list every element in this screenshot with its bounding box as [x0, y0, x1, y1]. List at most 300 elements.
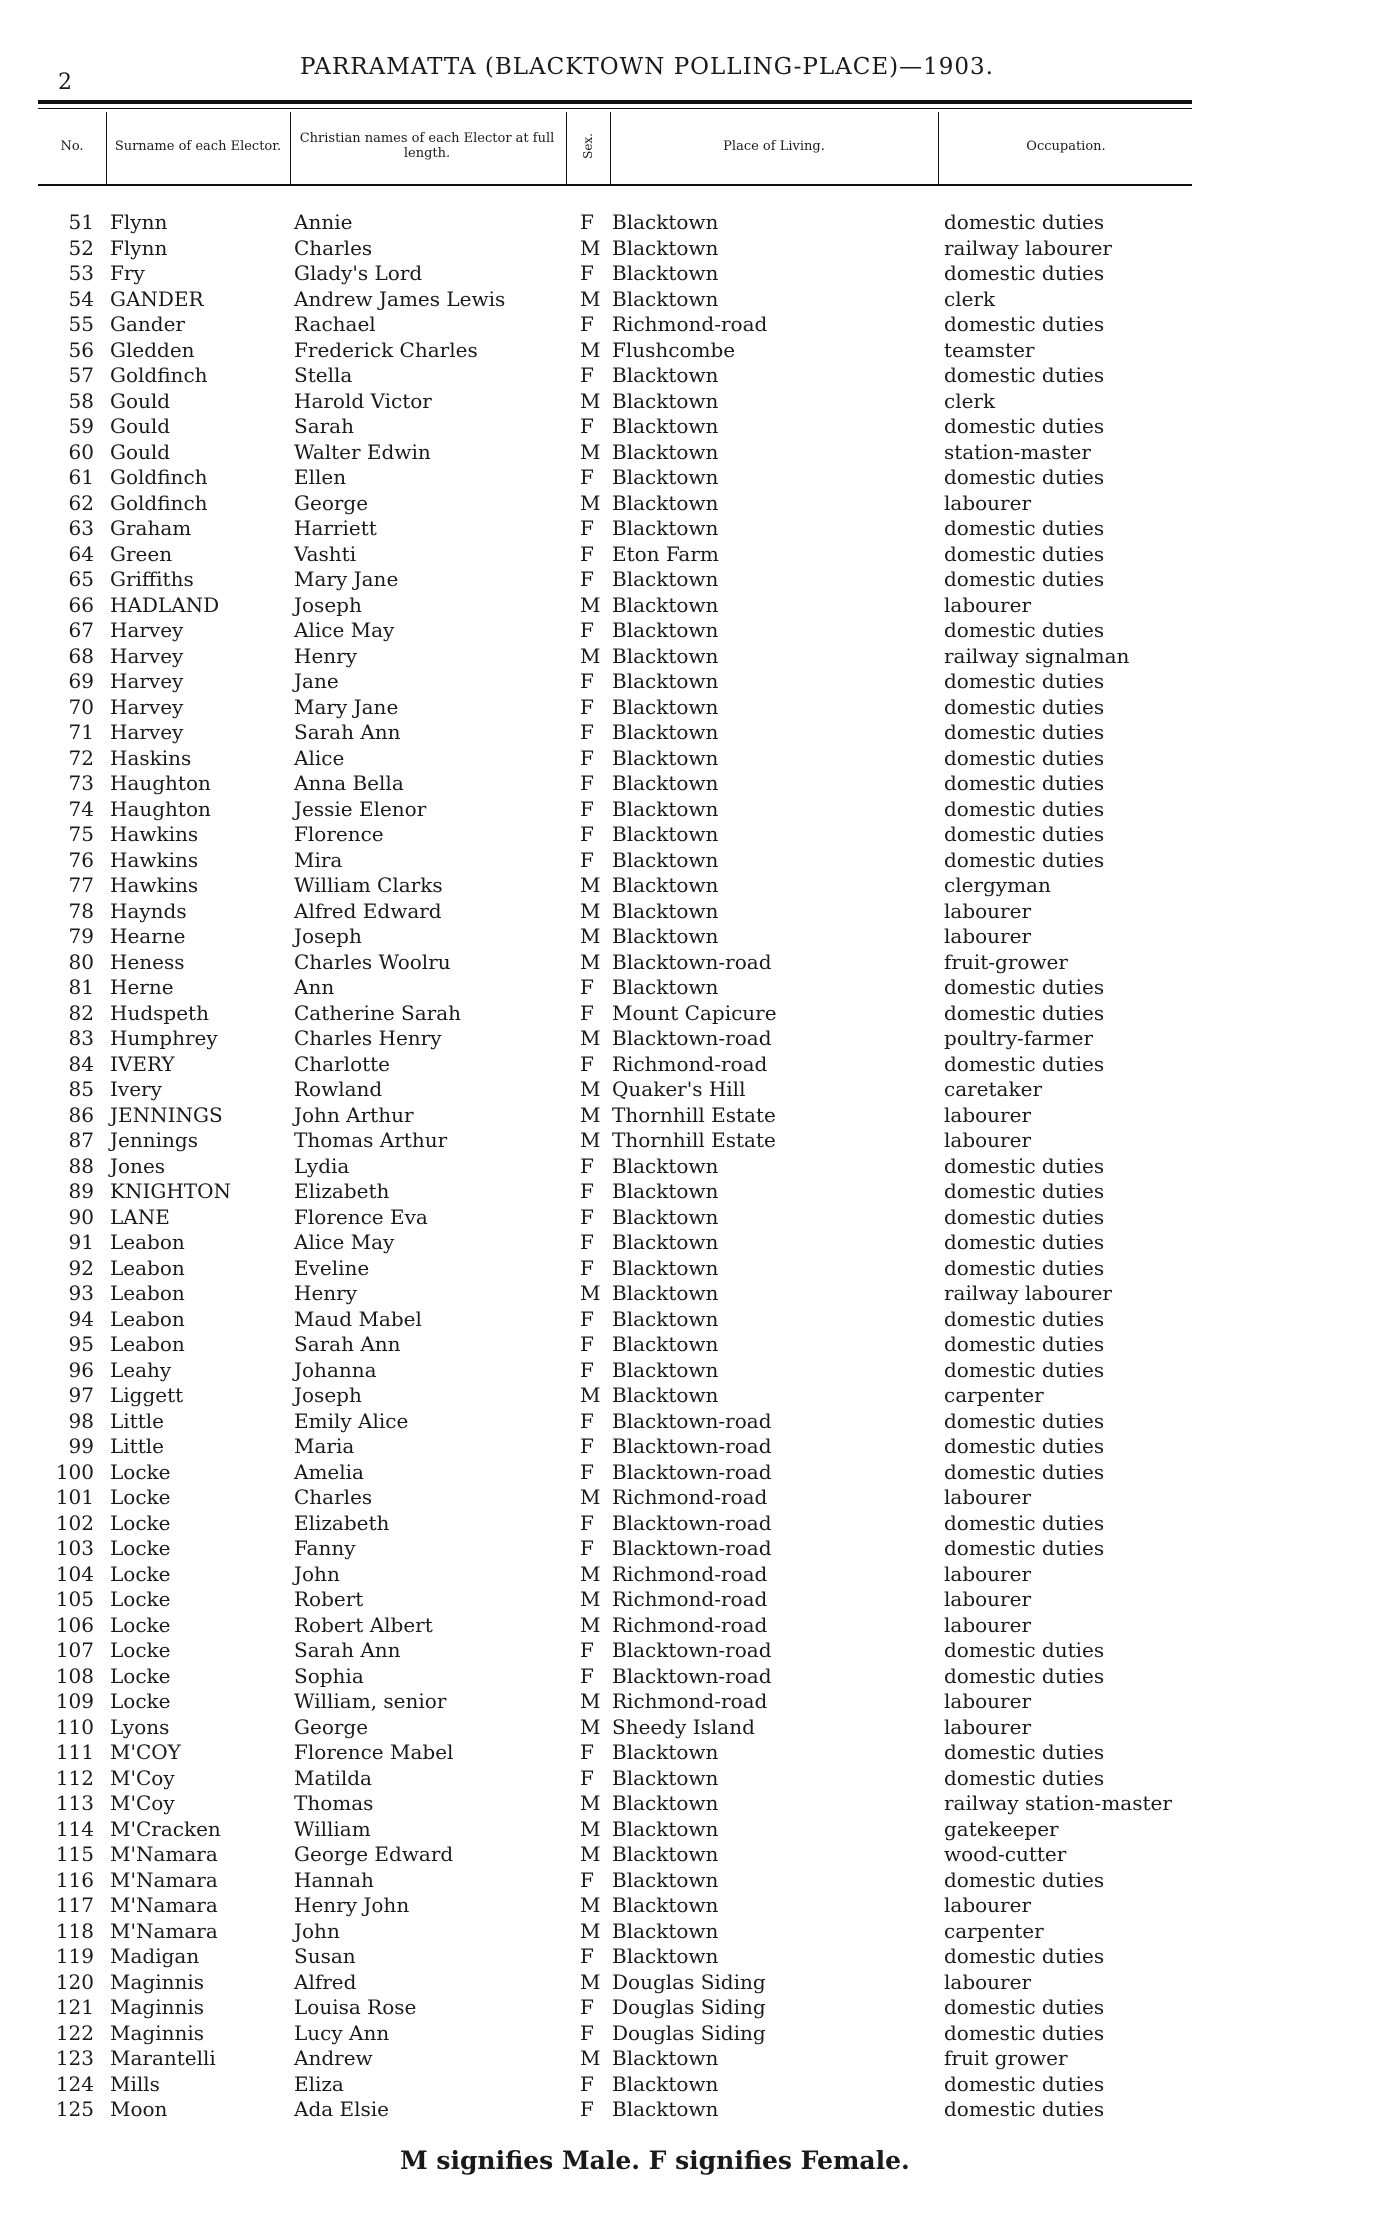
elector-occupation: labourer: [944, 1561, 1032, 1586]
elector-sex: F: [580, 363, 594, 387]
elector-christian-names: Rachael: [294, 312, 376, 336]
elector-christian-names: Eveline: [294, 1255, 370, 1280]
elector-christian-names: Walter Edwin: [294, 439, 431, 464]
elector-place: Blacktown: [612, 1765, 719, 1790]
elector-christian-names: Emily Alice: [294, 1408, 409, 1433]
elector-number: 62: [68, 490, 94, 515]
elector-occupation: railway labourer: [944, 235, 1112, 260]
elector-sex: M: [580, 949, 601, 974]
header-rule: [38, 100, 1192, 104]
elector-occupation: labourer: [944, 1485, 1032, 1509]
table-row: [0, 312, 1382, 338]
elector-surname: Maginnis: [110, 1995, 205, 2019]
table-row: [0, 1817, 1382, 1843]
sex-legend: M signifies Male. F signifies Female.: [400, 2146, 910, 2175]
elector-surname: M'Namara: [110, 1842, 218, 1866]
elector-surname: Maginnis: [110, 2020, 205, 2045]
elector-occupation: teamster: [944, 337, 1035, 362]
elector-sex: M: [580, 1485, 601, 1509]
elector-christian-names: Sarah: [294, 414, 354, 438]
elector-christian-names: Charles: [294, 1485, 373, 1509]
table-row: [0, 1689, 1382, 1715]
elector-surname: Goldfinch: [110, 490, 208, 515]
elector-sex: F: [580, 210, 594, 234]
column-header-occupation: Occupation.: [1026, 138, 1106, 154]
elector-surname: Leahy: [110, 1357, 172, 1382]
elector-place: Douglas Siding: [612, 2020, 766, 2045]
elector-occupation: domestic duties: [944, 669, 1105, 693]
elector-number: 84: [68, 1051, 94, 1076]
elector-surname: Harvey: [110, 694, 184, 719]
elector-surname: M'Namara: [110, 1867, 218, 1892]
elector-sex: F: [580, 1255, 594, 1280]
elector-surname: Haskins: [110, 745, 192, 770]
table-row: [0, 1409, 1382, 1435]
table-row: [0, 440, 1382, 466]
elector-surname: Madigan: [110, 1944, 200, 1968]
table-row: [0, 516, 1382, 542]
elector-christian-names: Harold Victor: [294, 388, 432, 413]
table-row: [0, 1638, 1382, 1664]
elector-christian-names: Florence Eva: [294, 1204, 428, 1229]
elector-surname: M'COY: [110, 1740, 181, 1764]
elector-occupation: domestic duties: [944, 312, 1105, 336]
table-row: [0, 746, 1382, 772]
elector-number: 91: [68, 1230, 94, 1254]
table-row: [0, 1562, 1382, 1588]
elector-number: 88: [68, 1153, 94, 1178]
elector-sex: M: [580, 1791, 601, 1815]
elector-sex: F: [580, 1510, 594, 1535]
elector-occupation: domestic duties: [944, 414, 1105, 438]
elector-number: 57: [68, 363, 94, 387]
elector-christian-names: Fanny: [294, 1536, 356, 1560]
elector-number: 119: [55, 1944, 94, 1968]
table-row: [0, 287, 1382, 313]
elector-occupation: clergyman: [944, 873, 1051, 897]
elector-occupation: domestic duties: [944, 694, 1105, 719]
elector-place: Blacktown: [612, 261, 719, 285]
elector-occupation: railway labourer: [944, 1281, 1112, 1305]
elector-occupation: domestic duties: [944, 2020, 1105, 2045]
elector-sex: F: [580, 567, 594, 591]
elector-surname: Locke: [110, 1510, 171, 1535]
elector-occupation: domestic duties: [944, 1867, 1105, 1892]
table-row: [0, 1842, 1382, 1868]
elector-sex: M: [580, 439, 601, 464]
elector-number: 64: [68, 541, 94, 566]
elector-sex: M: [580, 1918, 601, 1943]
elector-occupation: domestic duties: [944, 1230, 1105, 1254]
elector-sex: M: [580, 1281, 601, 1305]
elector-sex: F: [580, 1153, 594, 1178]
table-row: [0, 2021, 1382, 2047]
elector-christian-names: Thomas: [294, 1791, 374, 1815]
elector-surname: Gould: [110, 388, 171, 413]
elector-place: Blacktown: [612, 694, 719, 719]
elector-christian-names: Louisa Rose: [294, 1995, 417, 2019]
elector-number: 105: [55, 1587, 94, 1611]
elector-number: 98: [68, 1408, 94, 1433]
elector-christian-names: Andrew James Lewis: [294, 286, 506, 311]
table-row: [0, 236, 1382, 262]
elector-surname: Hearne: [110, 924, 186, 948]
elector-surname: Harvey: [110, 720, 184, 744]
elector-place: Blacktown-road: [612, 1026, 772, 1050]
elector-occupation: domestic duties: [944, 1995, 1105, 2019]
table-row: [0, 1179, 1382, 1205]
table-row: [0, 1587, 1382, 1613]
elector-number: 121: [55, 1995, 94, 2019]
elector-sex: F: [580, 669, 594, 693]
elector-occupation: domestic duties: [944, 1740, 1105, 1764]
elector-sex: F: [580, 694, 594, 719]
elector-christian-names: Florence Mabel: [294, 1740, 454, 1764]
elector-christian-names: Henry: [294, 1281, 358, 1305]
table-row: [0, 1868, 1382, 1894]
table-row: [0, 1995, 1382, 2021]
table-row: [0, 1893, 1382, 1919]
elector-place: Blacktown: [612, 235, 719, 260]
elector-sex: F: [580, 1306, 594, 1331]
elector-sex: M: [580, 1969, 601, 1994]
elector-number: 101: [55, 1485, 94, 1509]
elector-occupation: railway station-master: [944, 1791, 1172, 1815]
elector-place: Blacktown: [612, 592, 719, 617]
elector-christian-names: Maria: [294, 1434, 355, 1458]
elector-occupation: railway signalman: [944, 643, 1130, 668]
table-row: [0, 1919, 1382, 1945]
elector-occupation: labourer: [944, 1102, 1032, 1127]
elector-occupation: domestic duties: [944, 847, 1105, 872]
elector-number: 110: [55, 1714, 94, 1739]
column-header-sex-cell: [568, 112, 608, 180]
elector-number: 97: [68, 1383, 94, 1407]
elector-occupation: domestic duties: [944, 1944, 1105, 1968]
elector-christian-names: Charles: [294, 235, 373, 260]
elector-christian-names: Mary Jane: [294, 694, 399, 719]
elector-place: Blacktown: [612, 822, 719, 846]
elector-christian-names: Florence: [294, 822, 384, 846]
elector-place: Thornhill Estate: [612, 1128, 776, 1152]
elector-place: Blacktown: [612, 363, 719, 387]
elector-place: Quaker's Hill: [612, 1077, 746, 1101]
column-header-christian-names: Christian names of each Elector at full length.: [299, 131, 555, 161]
elector-occupation: domestic duties: [944, 1663, 1105, 1688]
elector-place: Blacktown: [612, 210, 719, 234]
elector-number: 95: [68, 1332, 94, 1356]
elector-place: Blacktown: [612, 1230, 719, 1254]
elector-place: Blacktown: [612, 567, 719, 591]
table-row: [0, 1077, 1382, 1103]
elector-place: Blacktown: [612, 2046, 719, 2070]
elector-occupation: poultry-farmer: [944, 1026, 1094, 1050]
elector-place: Blacktown: [612, 1816, 719, 1841]
elector-occupation: labourer: [944, 1128, 1032, 1152]
table-row: [0, 542, 1382, 568]
elector-sex: F: [580, 2097, 594, 2121]
elector-occupation: domestic duties: [944, 618, 1105, 642]
elector-place: Richmond-road: [612, 312, 768, 336]
column-divider: [106, 112, 107, 184]
elector-christian-names: Amelia: [294, 1459, 364, 1484]
elector-sex: F: [580, 618, 594, 642]
elector-christian-names: George: [294, 490, 369, 515]
elector-number: 99: [68, 1434, 94, 1458]
elector-number: 86: [68, 1102, 94, 1127]
elector-place: Blacktown: [612, 465, 719, 489]
table-row: [0, 1715, 1382, 1741]
elector-number: 102: [55, 1510, 94, 1535]
elector-sex: F: [580, 1332, 594, 1356]
elector-place: Blacktown: [612, 1281, 719, 1305]
column-header-no: No.: [60, 138, 84, 154]
elector-number: 85: [68, 1077, 94, 1101]
elector-sex: F: [580, 1179, 594, 1203]
elector-number: 58: [68, 388, 94, 413]
table-row: [0, 2046, 1382, 2072]
elector-occupation: domestic duties: [944, 210, 1105, 234]
elector-sex: F: [580, 1638, 594, 1662]
elector-place: Blacktown-road: [612, 1638, 772, 1662]
elector-christian-names: Henry: [294, 643, 358, 668]
elector-number: 115: [55, 1842, 94, 1866]
elector-sex: M: [580, 1689, 601, 1713]
elector-occupation: domestic duties: [944, 822, 1105, 846]
elector-christian-names: Joseph: [294, 1383, 362, 1407]
elector-surname: M'Cracken: [110, 1816, 221, 1841]
elector-sex: F: [580, 2071, 594, 2096]
elector-occupation: labourer: [944, 1612, 1032, 1637]
elector-sex: F: [580, 414, 594, 438]
elector-christian-names: John: [294, 1561, 340, 1586]
elector-place: Blacktown: [612, 643, 719, 668]
elector-surname: M'Namara: [110, 1893, 218, 1917]
elector-christian-names: Joseph: [294, 924, 362, 948]
elector-number: 70: [68, 694, 94, 719]
elector-surname: Little: [110, 1434, 164, 1458]
elector-surname: LANE: [110, 1204, 170, 1229]
elector-occupation: domestic duties: [944, 465, 1105, 489]
table-row: [0, 1358, 1382, 1384]
elector-sex: F: [580, 1867, 594, 1892]
elector-occupation: domestic duties: [944, 975, 1105, 999]
elector-number: 78: [68, 898, 94, 923]
column-divider: [938, 112, 939, 184]
elector-surname: Goldfinch: [110, 465, 208, 489]
table-row: [0, 924, 1382, 950]
elector-christian-names: Sophia: [294, 1663, 364, 1688]
elector-occupation: domestic duties: [944, 1306, 1105, 1331]
elector-occupation: domestic duties: [944, 516, 1105, 540]
elector-number: 103: [55, 1536, 94, 1560]
elector-christian-names: Jane: [294, 669, 339, 693]
column-divider: [566, 112, 567, 184]
elector-number: 60: [68, 439, 94, 464]
elector-number: 106: [55, 1612, 94, 1637]
elector-place: Blacktown: [612, 490, 719, 515]
elector-place: Blacktown: [612, 1842, 719, 1866]
elector-christian-names: Charles Henry: [294, 1026, 442, 1050]
elector-place: Blacktown: [612, 388, 719, 413]
table-row: [0, 1230, 1382, 1256]
table-row: [0, 491, 1382, 517]
elector-place: Blacktown: [612, 873, 719, 897]
table-row: [0, 593, 1382, 619]
elector-number: 92: [68, 1255, 94, 1280]
elector-place: Blacktown: [612, 1791, 719, 1815]
elector-sex: F: [580, 1051, 594, 1076]
elector-christian-names: Glady's Lord: [294, 261, 423, 285]
elector-occupation: station-master: [944, 439, 1091, 464]
elector-christian-names: Thomas Arthur: [294, 1128, 448, 1152]
elector-sex: F: [580, 1663, 594, 1688]
elector-occupation: domestic duties: [944, 2071, 1105, 2096]
elector-christian-names: Ann: [294, 975, 335, 999]
elector-place: Richmond-road: [612, 1689, 768, 1713]
elector-sex: F: [580, 465, 594, 489]
elector-surname: Haynds: [110, 898, 187, 923]
elector-sex: F: [580, 1408, 594, 1433]
elector-christian-names: Elizabeth: [294, 1510, 390, 1535]
elector-christian-names: Charlotte: [294, 1051, 391, 1076]
elector-number: 61: [68, 465, 94, 489]
elector-sex: M: [580, 1077, 601, 1101]
elector-christian-names: John Arthur: [294, 1102, 414, 1127]
elector-surname: Gledden: [110, 337, 195, 362]
elector-place: Blacktown: [612, 796, 719, 821]
elector-surname: GANDER: [110, 286, 204, 311]
elector-number: 77: [68, 873, 94, 897]
table-row: [0, 261, 1382, 287]
elector-number: 100: [55, 1459, 94, 1484]
elector-occupation: domestic duties: [944, 720, 1105, 744]
elector-surname: Locke: [110, 1663, 171, 1688]
elector-number: 116: [55, 1867, 94, 1892]
elector-surname: Locke: [110, 1561, 171, 1586]
elector-surname: Gander: [110, 312, 185, 336]
elector-number: 90: [68, 1204, 94, 1229]
elector-sex: M: [580, 873, 601, 897]
elector-sex: M: [580, 1561, 601, 1586]
elector-sex: F: [580, 541, 594, 566]
table-row: [0, 1307, 1382, 1333]
elector-christian-names: William: [294, 1816, 371, 1841]
elector-occupation: domestic duties: [944, 745, 1105, 770]
elector-surname: Gould: [110, 414, 171, 438]
elector-christian-names: Ellen: [294, 465, 347, 489]
elector-sex: M: [580, 643, 601, 668]
elector-surname: M'Coy: [110, 1791, 175, 1815]
elector-christian-names: Harriett: [294, 516, 377, 540]
elector-surname: Harvey: [110, 618, 184, 642]
header-rule-thin: [38, 108, 1192, 109]
elector-sex: F: [580, 847, 594, 872]
elector-number: 118: [55, 1918, 94, 1943]
elector-place: Blacktown-road: [612, 949, 772, 974]
column-divider: [290, 112, 291, 184]
elector-place: Blacktown: [612, 1179, 719, 1203]
elector-surname: Hawkins: [110, 822, 199, 846]
elector-place: Richmond-road: [612, 1587, 768, 1611]
table-row: [0, 899, 1382, 925]
elector-occupation: labourer: [944, 898, 1032, 923]
elector-place: Blacktown: [612, 1867, 719, 1892]
table-row: [0, 338, 1382, 364]
elector-occupation: domestic duties: [944, 1179, 1105, 1203]
elector-place: Blacktown: [612, 1332, 719, 1356]
column-header-place: Place of Living.: [723, 138, 825, 154]
elector-sex: F: [580, 1765, 594, 1790]
table-row: [0, 669, 1382, 695]
elector-sex: F: [580, 745, 594, 770]
elector-surname: Leabon: [110, 1255, 185, 1280]
table-row: [0, 950, 1382, 976]
elector-christian-names: Alice May: [294, 618, 395, 642]
elector-number: 79: [68, 924, 94, 948]
elector-number: 53: [68, 261, 94, 285]
elector-number: 96: [68, 1357, 94, 1382]
elector-number: 89: [68, 1179, 94, 1203]
elector-place: Blacktown: [612, 618, 719, 642]
table-row: [0, 1766, 1382, 1792]
elector-christian-names: Charles Woolru: [294, 949, 451, 974]
elector-christian-names: Sarah Ann: [294, 1332, 401, 1356]
elector-occupation: domestic duties: [944, 1153, 1105, 1178]
elector-sex: F: [580, 1536, 594, 1560]
elector-occupation: carpenter: [944, 1918, 1044, 1943]
elector-place: Blacktown-road: [612, 1459, 772, 1484]
elector-surname: Leabon: [110, 1281, 185, 1305]
elector-place: Flushcombe: [612, 337, 736, 362]
elector-christian-names: Joseph: [294, 592, 362, 617]
elector-number: 68: [68, 643, 94, 668]
elector-occupation: domestic duties: [944, 363, 1105, 387]
elector-number: 117: [55, 1893, 94, 1917]
elector-place: Blacktown-road: [612, 1434, 772, 1458]
elector-occupation: domestic duties: [944, 1204, 1105, 1229]
elector-number: 81: [68, 975, 94, 999]
elector-occupation: domestic duties: [944, 1357, 1105, 1382]
table-row: [0, 1332, 1382, 1358]
elector-christian-names: William Clarks: [294, 873, 443, 897]
elector-surname: Locke: [110, 1612, 171, 1637]
elector-number: 120: [55, 1969, 94, 1994]
elector-surname: Goldfinch: [110, 363, 208, 387]
elector-place: Blacktown: [612, 1918, 719, 1943]
elector-place: Blacktown: [612, 745, 719, 770]
elector-number: 72: [68, 745, 94, 770]
elector-sex: M: [580, 592, 601, 617]
elector-surname: Harvey: [110, 643, 184, 668]
elector-surname: Liggett: [110, 1383, 184, 1407]
elector-sex: M: [580, 1128, 601, 1152]
elector-place: Blacktown: [612, 2097, 719, 2121]
table-row: [0, 363, 1382, 389]
elector-occupation: domestic duties: [944, 1638, 1105, 1662]
table-row: [0, 210, 1382, 236]
elector-surname: Gould: [110, 439, 171, 464]
elector-sex: M: [580, 1816, 601, 1841]
elector-number: 113: [55, 1791, 94, 1815]
elector-place: Blacktown: [612, 516, 719, 540]
elector-surname: HADLAND: [110, 592, 220, 617]
elector-place: Richmond-road: [612, 1051, 768, 1076]
elector-surname: Locke: [110, 1638, 171, 1662]
table-row: [0, 1205, 1382, 1231]
elector-number: 93: [68, 1281, 94, 1305]
elector-christian-names: Alfred Edward: [294, 898, 442, 923]
